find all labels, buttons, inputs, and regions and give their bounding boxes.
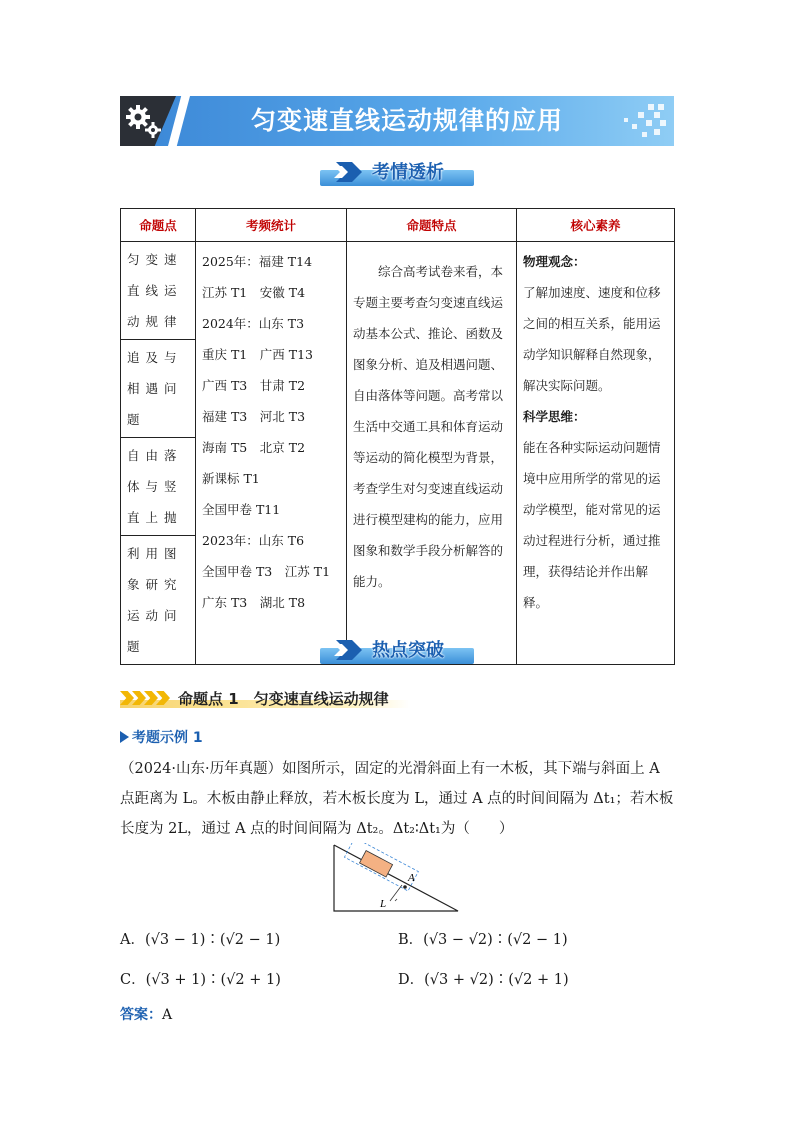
- literacy-text: 能在各种实际运动问题情境中应用所学的常见的运动学模型，能对常见的运动过程进行分析，通过推理，获得结论并作出解释。: [523, 440, 661, 610]
- option-d[interactable]: [398, 968, 569, 989]
- literacy-cell: [517, 242, 675, 665]
- literacy-heading: 物理观念：: [523, 254, 586, 269]
- literacy-heading: 科学思维：: [523, 409, 586, 424]
- literacy-text: 了解加速度、速度和位移之间的相互关系，能用运动学知识解释自然现象，解决实际问题。: [523, 285, 661, 393]
- label-l: L: [380, 898, 387, 910]
- frequency-line: 全国甲卷 T3 江苏 T1: [202, 564, 331, 579]
- arrow-icon: [334, 636, 364, 664]
- table-row: [121, 242, 675, 340]
- option-text: (√3 − 1)∶(√2 − 1): [144, 932, 281, 948]
- topic-heading: [120, 688, 410, 710]
- frequency-line: 2023年：山东 T6: [202, 533, 305, 548]
- column-header: 核心素养: [517, 209, 675, 242]
- topic-title: 命题点 1 匀变速直线运动规律: [178, 690, 389, 708]
- topic-cell: 匀变速直线运动规律: [121, 242, 196, 340]
- analysis-table: [120, 208, 675, 665]
- option-text: (√3 + √2)∶(√2 + 1): [424, 972, 569, 988]
- option-letter: C．: [120, 972, 146, 988]
- topic-cell: 自由落体与竖直上抛: [121, 438, 196, 536]
- frequency-line: 海南 T5 北京 T2: [202, 440, 306, 455]
- example-heading: [120, 727, 203, 747]
- topic-cell: 追及与相遇问题: [121, 340, 196, 438]
- answer-label: 答案：: [120, 1007, 162, 1023]
- section-title: 热点突破: [372, 640, 444, 661]
- frequency-line: 2025年：福建 T14: [202, 254, 313, 269]
- incline-triangle: [334, 845, 458, 911]
- frequency-line: 广东 T3 湖北 T8: [202, 595, 306, 610]
- answer-value: A: [162, 1007, 173, 1023]
- frequency-line: 江苏 T1 安徽 T4: [202, 285, 306, 300]
- title-banner: [120, 96, 674, 146]
- example-heading-text: 考题示例 1: [132, 730, 203, 746]
- point-a: [403, 885, 407, 889]
- frequency-line: 重庆 T1 广西 T13: [202, 347, 313, 362]
- frequency-line: 福建 T3 河北 T3: [202, 409, 306, 424]
- page-title: 匀变速直线运动规律的应用: [250, 106, 563, 135]
- topic-cell: 利用图象研究运动问题: [121, 536, 196, 665]
- triangle-icon: [120, 731, 129, 743]
- pixel-decoration: [618, 102, 668, 140]
- section-header-analysis: [320, 158, 474, 188]
- option-c[interactable]: [120, 968, 281, 989]
- incline-figure: [330, 843, 465, 915]
- l-marker: [390, 885, 402, 901]
- column-header: 命题特点: [347, 209, 517, 242]
- features-cell: 综合高考试卷来看，本专题主要考查匀变速直线运动基本公式、推论、函数及图象分析、追及相遇问题、自由落体等问题。高考常以生活中交通工具和体育运动等运动的简化模型为背景，考查学生对匀变速直线运动进行模型建构的能力，应用图象和数学手段分析解答的能力。: [347, 242, 517, 665]
- arrow-icon: [334, 158, 364, 186]
- section-header-hotspots: [320, 636, 474, 666]
- option-a[interactable]: [120, 928, 280, 949]
- frequency-line: 全国甲卷 T11: [202, 502, 281, 517]
- label-a: A: [408, 872, 415, 884]
- option-b[interactable]: [398, 928, 568, 949]
- frequency-line: 新课标 T1: [202, 471, 260, 486]
- option-letter: A．: [120, 932, 145, 948]
- frequency-line: 广西 T3 甘肃 T2: [202, 378, 306, 393]
- question-text: （2024·山东·历年真题）如图所示，固定的光滑斜面上有一木板，其下端与斜面上 A 点距离为 L。木板由静止释放，若木板长度为 L，通过 A 点的时间间隔为 Δt₁；若木板长度为 2L，通过 A 点的时间间隔为 Δt₂。Δt₂∶Δt₁为（ ）: [120, 761, 674, 837]
- section-title: 考情透析: [372, 162, 444, 183]
- option-letter: D．: [398, 972, 425, 988]
- option-letter: B．: [398, 932, 424, 948]
- frequency-line: 2024年：山东 T3: [202, 316, 305, 331]
- table-header-row: [121, 209, 675, 242]
- frequency-cell: [196, 242, 347, 665]
- option-text: (√3 + 1)∶(√2 + 1): [145, 972, 281, 988]
- answer-line: [120, 1004, 172, 1024]
- column-header: 命题点: [121, 209, 196, 242]
- option-text: (√3 − √2)∶(√2 − 1): [423, 932, 568, 948]
- wooden-board: [360, 851, 393, 877]
- column-header: 考频统计: [196, 209, 347, 242]
